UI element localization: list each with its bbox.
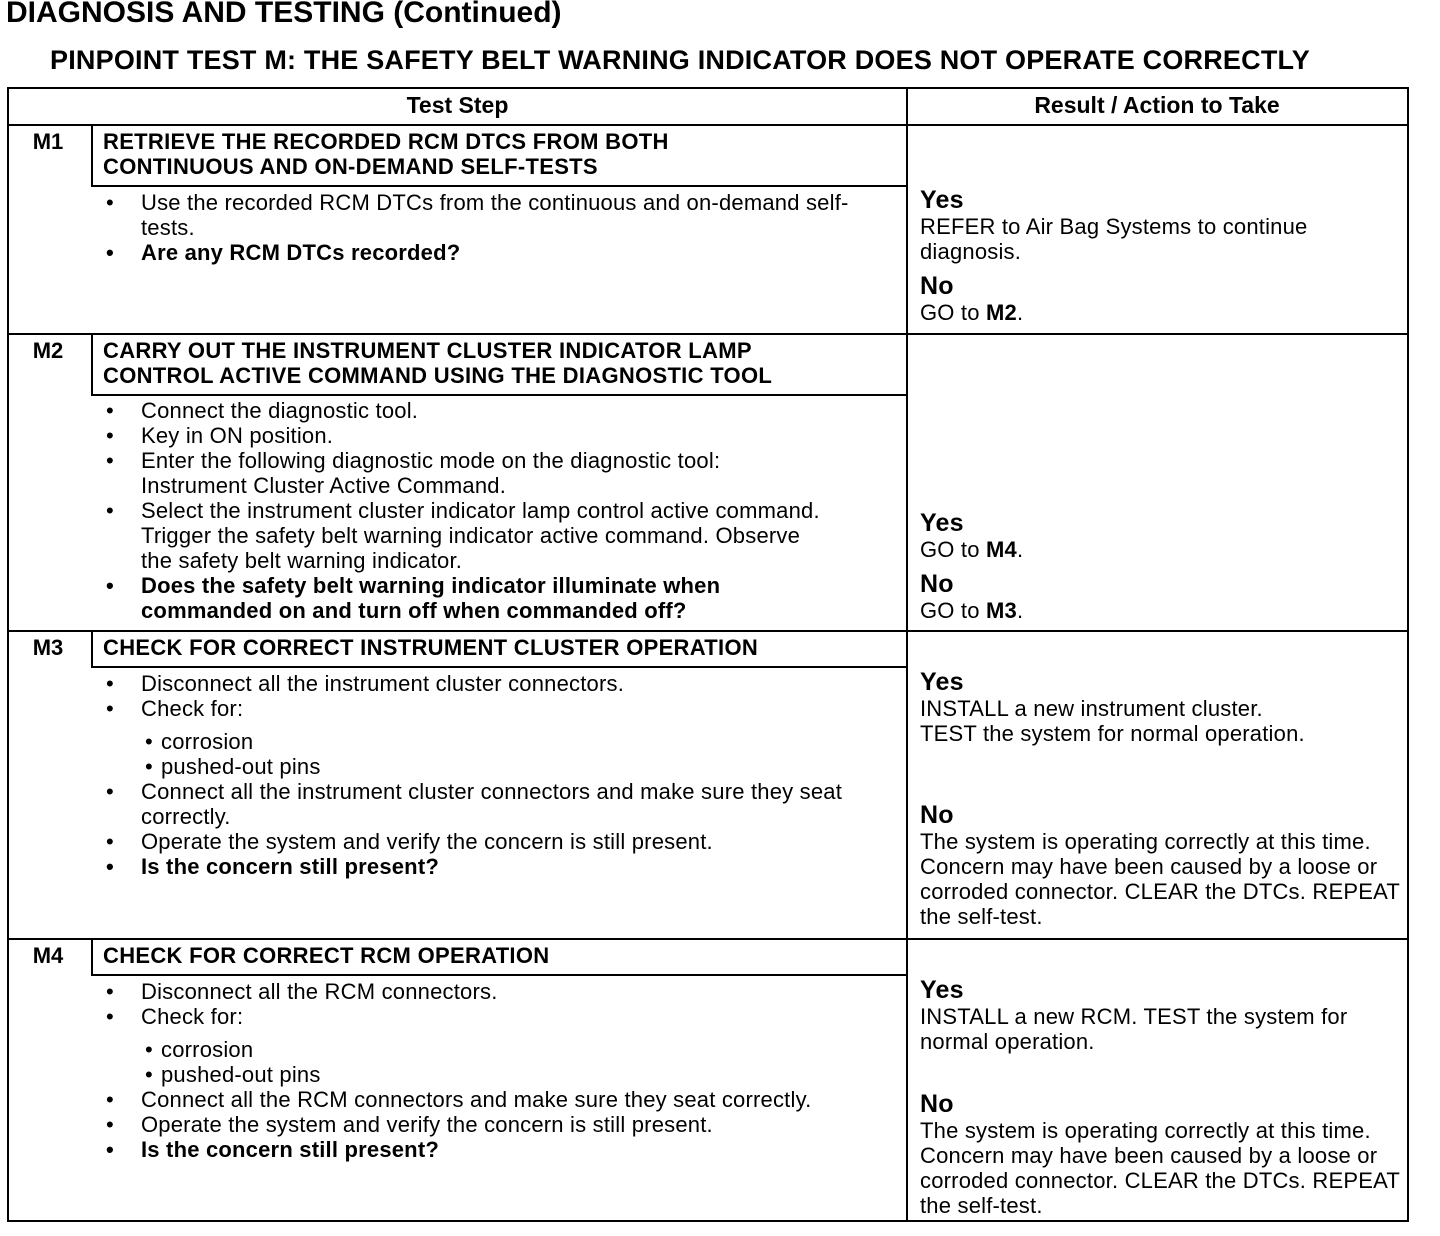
step-result <box>920 510 1410 623</box>
step-result <box>920 669 1410 929</box>
row-divider <box>9 938 1407 940</box>
id-column-divider <box>91 938 93 975</box>
no-label: No <box>920 1090 954 1118</box>
no-action-prefix: GO to <box>920 300 986 325</box>
list-item: • Is the concern still present? <box>103 854 863 879</box>
list-item: • Disconnect all the instrument cluster connectors. <box>103 671 863 696</box>
yes-label: Yes <box>920 668 964 696</box>
yes-action-target: M4 <box>986 537 1017 562</box>
row-divider <box>9 630 1407 632</box>
step-instructions <box>103 190 883 265</box>
list-item: • Enter the following diagnostic mode on the diagnostic tool: Instrument Cluster Active Command. <box>103 448 823 498</box>
no-action <box>920 598 1410 623</box>
step-id: M3 <box>32 635 64 660</box>
list-item: • Connect the diagnostic tool. <box>103 398 823 423</box>
step-instructions <box>103 979 823 1162</box>
yes-action-suffix: . <box>1016 537 1024 562</box>
list-item: • Check for: <box>103 1004 823 1029</box>
page-heading: DIAGNOSIS AND TESTING (Continued) <box>6 0 562 29</box>
no-action: The system is operating correctly at this time. Concern may have been caused by a loose or corroded connector. CLEAR the DTCs. REPEAT the self-test. <box>920 1118 1400 1218</box>
list-item: • Connect all the instrument cluster connectors and make sure they seat correctly. <box>103 779 863 829</box>
id-column-divider <box>91 333 93 395</box>
yes-action <box>920 537 1410 562</box>
list-item: • Operate the system and verify the concern is still present. <box>103 1112 823 1137</box>
step-id: M2 <box>32 338 64 363</box>
id-column-divider <box>91 630 93 667</box>
yes-action-prefix: GO to <box>920 537 986 562</box>
list-item: • Is the concern still present? <box>103 1137 823 1162</box>
column-header-result: Result / Action to Take <box>1034 92 1280 118</box>
step-instructions <box>103 671 863 879</box>
no-label: No <box>920 570 954 598</box>
header-divider <box>9 124 1407 126</box>
step-instructions <box>103 398 823 623</box>
row-divider <box>9 333 1407 335</box>
no-label: No <box>920 272 954 300</box>
yes-action: INSTALL a new instrument cluster. TEST the system for normal operation. <box>920 696 1305 746</box>
step-title-divider <box>91 666 906 668</box>
list-sub-item: • pushed-out pins <box>103 754 863 779</box>
id-column-divider <box>91 124 93 186</box>
yes-action: INSTALL a new RCM. TEST the system for normal operation. <box>920 1004 1348 1054</box>
no-label: No <box>920 801 954 829</box>
list-item: • Disconnect all the RCM connectors. <box>103 979 823 1004</box>
no-action-prefix: GO to <box>920 598 986 623</box>
list-item: • Key in ON position. <box>103 423 823 448</box>
step-title: RETRIEVE THE RECORDED RCM DTCS FROM BOTH CONTINUOUS AND ON-DEMAND SELF-TESTS <box>103 129 669 179</box>
list-item: • Check for: <box>103 696 863 721</box>
list-item: • Does the safety belt warning indicator illuminate when commanded on and turn off when commanded off? <box>103 573 823 623</box>
pinpoint-test-title: PINPOINT TEST M: THE SAFETY BELT WARNING INDICATOR DOES NOT OPERATE CORRECTLY <box>50 45 1310 75</box>
list-item: • Are any RCM DTCs recorded? <box>103 240 883 265</box>
list-item: • Operate the system and verify the concern is still present. <box>103 829 863 854</box>
no-action-target: M2 <box>986 300 1017 325</box>
step-id: M1 <box>32 129 64 154</box>
yes-label: Yes <box>920 186 964 214</box>
step-id: M4 <box>32 943 64 968</box>
list-sub-item: • corrosion <box>103 729 863 754</box>
no-action: The system is operating correctly at this time. Concern may have been caused by a loose or corroded connector. CLEAR the DTCs. REPEAT the self-test. <box>920 829 1400 929</box>
column-divider <box>906 89 908 1220</box>
step-title-divider <box>91 394 906 396</box>
no-action-target: M3 <box>986 598 1017 623</box>
step-result <box>920 977 1410 1218</box>
list-sub-item: • corrosion <box>103 1037 823 1062</box>
yes-action: REFER to Air Bag Systems to continue diagnosis. <box>920 214 1308 264</box>
step-title: CHECK FOR CORRECT INSTRUMENT CLUSTER OPERATION <box>103 635 759 660</box>
step-title: CARRY OUT THE INSTRUMENT CLUSTER INDICATOR LAMP CONTROL ACTIVE COMMAND USING THE DIAGNOSTIC TOOL <box>103 338 773 388</box>
yes-label: Yes <box>920 976 964 1004</box>
column-header-test-step: Test Step <box>406 92 509 118</box>
no-action-suffix: . <box>1016 598 1024 623</box>
list-sub-item: • pushed-out pins <box>103 1062 823 1087</box>
list-item: • Select the instrument cluster indicator lamp control active command. Trigger the safety belt warning indicator active command. Observe the safety belt warning indicator. <box>103 498 823 573</box>
step-title: CHECK FOR CORRECT RCM OPERATION <box>103 943 550 968</box>
list-item: • Connect all the RCM connectors and make sure they seat correctly. <box>103 1087 823 1112</box>
step-result <box>920 187 1410 325</box>
no-action-suffix: . <box>1016 300 1024 325</box>
yes-label: Yes <box>920 509 964 537</box>
no-action <box>920 300 1410 325</box>
list-item: • Use the recorded RCM DTCs from the continuous and on-demand self-tests. <box>103 190 883 240</box>
step-title-divider <box>91 974 906 976</box>
step-title-divider <box>91 185 906 187</box>
